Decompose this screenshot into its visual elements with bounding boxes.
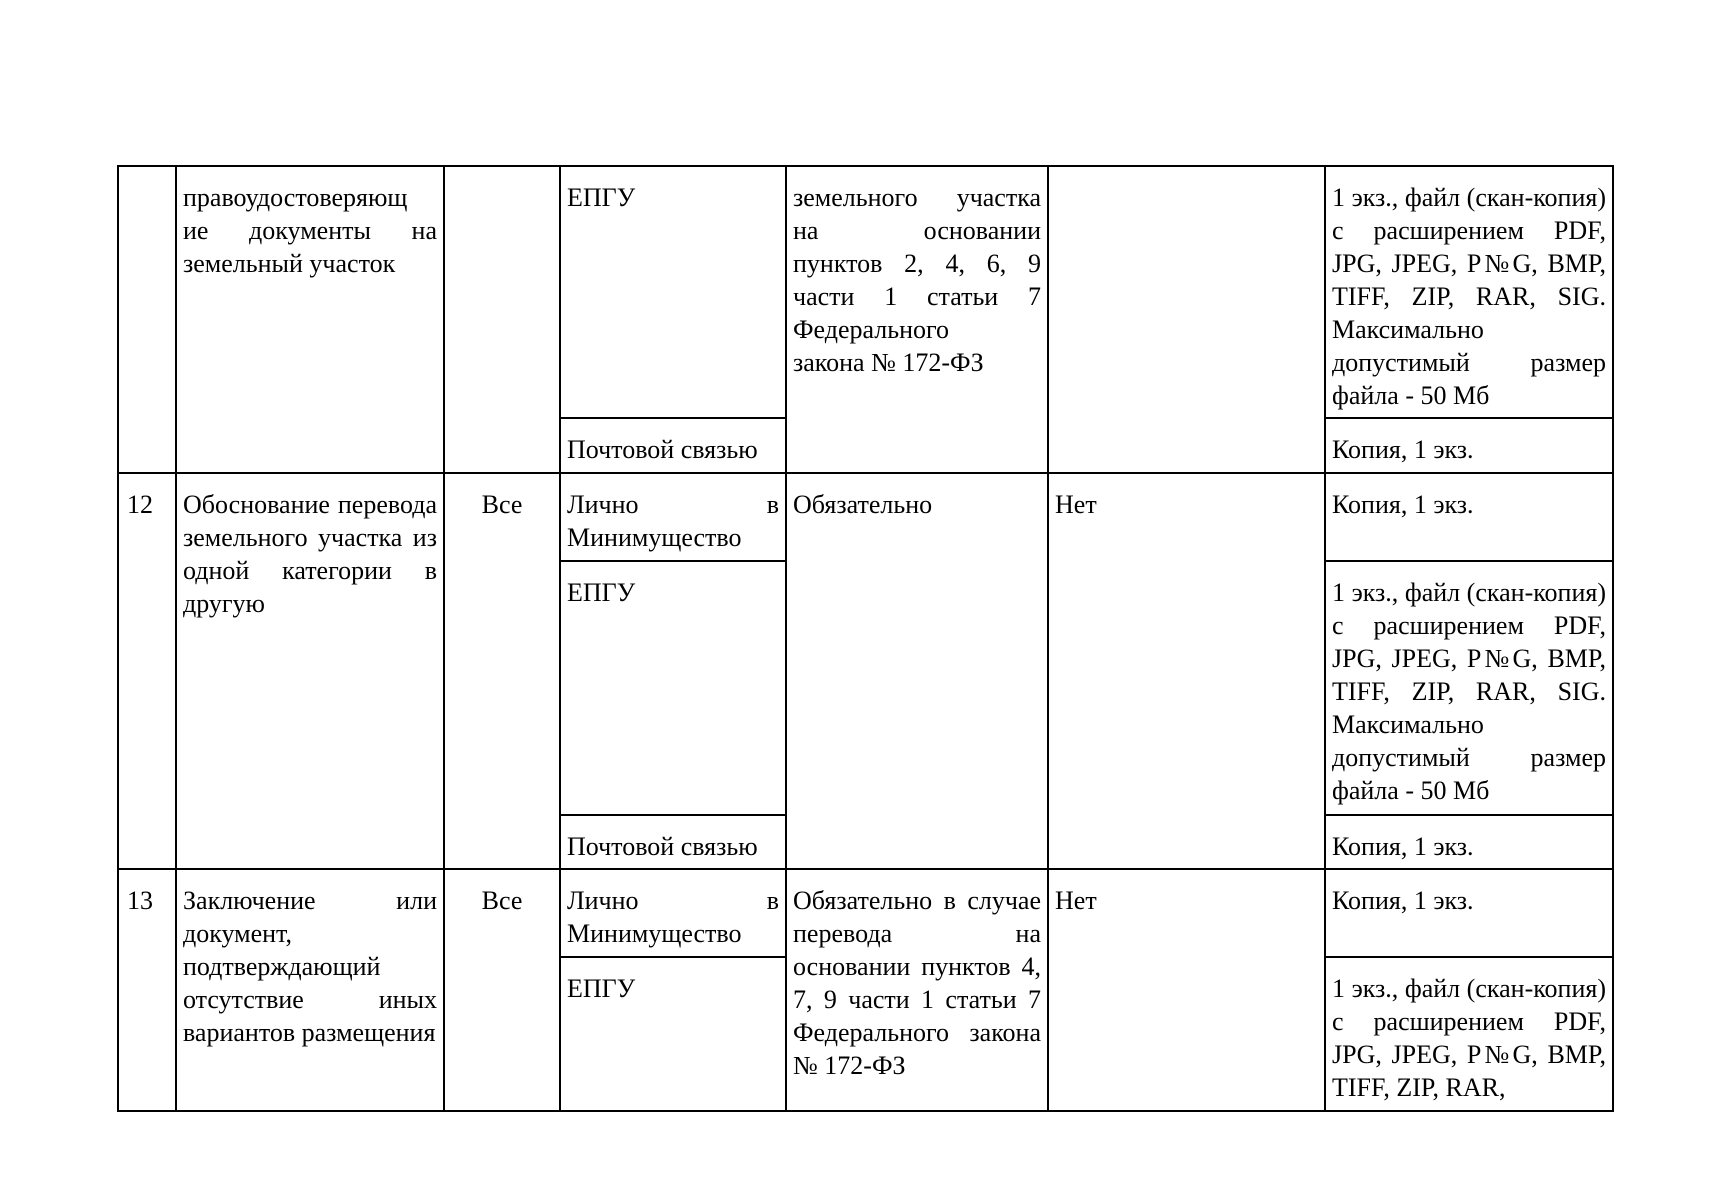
document-name-cell: Заключение или документ, подтверждающий отсутствие иных вариантов размещения <box>176 869 444 1111</box>
submission-method-cell: ЕПГУ <box>560 561 786 815</box>
document-format-cell: Копия, 1 экз. <box>1325 418 1613 473</box>
requirement-condition-cell: Обязательно <box>786 473 1048 869</box>
document-format-cell: 1 экз., файл (скан-копия) с расширением PDF, JPG, JPEG, P№G, BMP, TIFF, ZIP, RAR, SIG. Максимально допустимый размер файла - 50 Мб <box>1325 561 1613 815</box>
table-row <box>118 166 1613 418</box>
document-format-cell: Копия, 1 экз. <box>1325 815 1613 869</box>
submission-method-cell: ЕПГУ <box>560 957 786 1111</box>
own-initiative-cell <box>1048 166 1325 473</box>
applicant-category-cell: Все <box>444 869 560 1111</box>
submission-method-cell: Лично в Минимущество <box>560 473 786 561</box>
document-format-cell: 1 экз., файл (скан-копия) с расширением PDF, JPG, JPEG, P№G, BMP, TIFF, ZIP, RAR, SIG. Максимально допустимый размер файла - 50 Мб <box>1325 166 1613 418</box>
submission-method-cell: Почтовой связью <box>560 815 786 869</box>
document-format-cell: Копия, 1 экз. <box>1325 473 1613 561</box>
row-number-cell <box>118 166 176 473</box>
applicant-category-cell: Все <box>444 473 560 869</box>
document-name-cell: Обоснование перевода земельного участка из одной категории в другую <box>176 473 444 869</box>
row-number-cell: 12 <box>118 473 176 869</box>
table-row <box>118 473 1613 561</box>
requirement-condition-cell: Обязательно в случае перевода на основании пунктов 4, 7, 9 части 1 статьи 7 Федерального закона № 172-ФЗ <box>786 869 1048 1111</box>
own-initiative-cell: Нет <box>1048 869 1325 1111</box>
document-format-cell: Копия, 1 экз. <box>1325 869 1613 957</box>
own-initiative-cell: Нет <box>1048 473 1325 869</box>
submission-method-cell: ЕПГУ <box>560 166 786 418</box>
document-format-cell: 1 экз., файл (скан-копия) с расширением PDF, JPG, JPEG, P№G, BMP, TIFF, ZIP, RAR, <box>1325 957 1613 1111</box>
table-row <box>118 869 1613 957</box>
requirements-table <box>117 165 1614 1112</box>
row-number-cell: 13 <box>118 869 176 1111</box>
submission-method-cell: Лично в Минимущество <box>560 869 786 957</box>
submission-method-cell: Почтовой связью <box>560 418 786 473</box>
document-name-cell: правоудостоверяющ ие документы на земельный участок <box>176 166 444 473</box>
requirement-condition-cell: земельного участка на основании пунктов 2, 4, 6, 9 части 1 статьи 7 Федерального закона № 172-ФЗ <box>786 166 1048 473</box>
applicant-category-cell <box>444 166 560 473</box>
